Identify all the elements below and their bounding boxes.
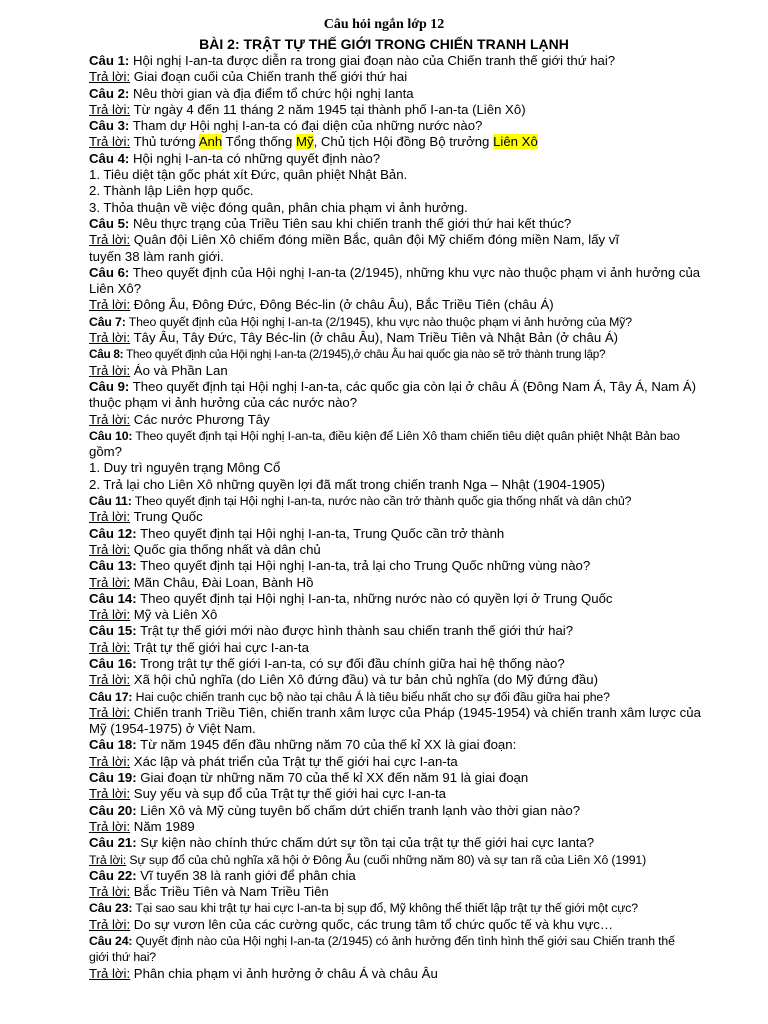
answer-2 [89,102,741,118]
answer-text: Trung Quốc [130,509,203,525]
question-label: Câu 22: [89,867,137,883]
question-label: Câu 15: [89,623,137,639]
question-text: Từ năm 1945 đến đầu những năm 70 của thế kỉ XX là giai đoạn: [136,737,517,753]
question-text: Theo quyết định tại Hội nghị I-an-ta, trả lại cho Trung Quốc những vùng nào? [136,558,591,574]
question-2 [89,86,741,102]
answer-continuation: tuyến 38 làm ranh giới. [89,248,224,264]
lesson-heading: BÀI 2: TRẬT TỰ THẾ GIỚI TRONG CHIẾN TRANH LẠNH [199,36,569,52]
answer-text: Bắc Triều Tiên và Nam Triều Tiên [130,884,329,900]
question-text: Tại sao sau khi trật tự hai cực I-an-ta bị sụp đổ, Mỹ không thể thiết lập trật tự thế giới một cực? [132,901,638,916]
question-23 [89,900,741,916]
question-11 [89,493,741,509]
answer-3 [89,134,741,150]
answer-text: Đông Âu, Đông Đức, Đông Béc-lin (ở châu Âu), Bắc Triều Tiên (châu Á) [130,297,554,313]
question-text: Trong trật tự thế giới I-an-ta, có sự đối đầu chính giữa hai hệ thống nào? [136,655,565,671]
answer-22 [89,884,741,900]
question-12 [89,526,741,542]
question-text: Nêu thời gian và địa điểm tổ chức hội nghị Ianta [129,85,414,101]
document-title: Câu hỏi ngắn lớp 12 [323,17,445,32]
question-continuation: thuộc phạm vi ảnh hưởng của các nước nào? [89,395,358,411]
answer-label: Trả lời: [89,541,131,557]
answer-label: Trả lời: [89,672,131,688]
answer-23 [89,917,741,933]
question-label: Câu 10: [89,428,133,443]
answer-16 [89,672,741,688]
answer-label: Trả lời: [89,574,131,590]
answer-text: Do sự vươn lên của các cường quốc, các trung tâm tổ chức quốc tế và khu vực… [130,916,614,932]
answer-text: Quân đội Liên Xô chiếm đóng miền Bắc, quân đội Mỹ chiếm đóng miền Nam, lấy vĩ [130,232,620,248]
answer-11 [89,509,741,525]
answer-7 [89,330,741,346]
answer-label: Trả lời: [89,704,131,720]
question-text: Theo quyết định của Hội nghị I-an-ta (2/1945), những khu vực nào thuộc phạm vi ảnh hưởng của [129,264,701,280]
answer-label: Trả lời: [89,916,131,932]
answer-text: Chiến tranh Triều Tiên, chiến tranh xâm lược của Pháp (1945-1954) và chiến tranh xâm lược của [130,704,701,720]
answer-label: Trả lời: [89,330,131,346]
question-5 [89,216,741,232]
question-text: Theo quyết định của Hội nghị I-an-ta (2/1945),ở châu Âu hai quốc gia nào sẽ trở thành trung lập? [123,347,606,362]
question-label: Câu 2: [89,85,130,101]
question-label: Câu 14: [89,590,137,606]
question-text: Theo quyết định của Hội nghị I-an-ta (2/1945), khu vực nào thuộc phạm vi ảnh hưởng của Mỹ? [125,314,632,329]
answer-label: Trả lời: [89,297,131,313]
answer-12 [89,542,741,558]
answer-text: Các nước Phương Tây [130,411,270,427]
question-text: Theo quyết định tại Hội nghị I-an-ta, những nước nào có quyền lợi ở Trung Quốc [136,590,613,606]
question-text: Giai đoạn từ những năm 70 của thế kỉ XX đến năm 91 là giai đoạn [136,770,529,786]
answer-text: Sự sụp đổ của chủ nghĩa xã hội ở Đông Âu (cuối những năm 80) và sự tan rã của Liên Xô (1991) [126,852,647,867]
answer-label: Trả lời: [89,786,131,802]
answer-text: Trật tự thế giới hai cực I-an-ta [130,639,309,655]
question-label: Câu 3: [89,118,130,134]
highlighted-country: Mỹ [295,134,314,150]
list-item: 3. Thỏa thuận về việc đóng quân, phân chia phạm vi ảnh hưởng. [89,199,468,215]
answer-label: Trả lời: [89,101,131,117]
answer-text: Suy yếu và sụp đổ của Trật tự thế giới hai cực I-an-ta [130,786,446,802]
answer-text: Từ ngày 4 đến 11 tháng 2 năm 1945 tại thành phố I-an-ta (Liên Xô) [130,101,526,117]
answer-8 [89,363,741,379]
list-item: 2. Thành lập Liên hợp quốc. [89,183,254,199]
answer-label: Trả lời: [89,509,131,525]
list-item: 1. Tiêu diệt tận gốc phát xít Đức, quân phiệt Nhật Bản. [89,167,408,183]
question-text: Liên Xô và Mỹ cùng tuyên bố chấm dứt chiến tranh lạnh vào thời gian nào? [136,802,581,818]
question-7 [89,314,741,330]
answer-15 [89,640,741,656]
answer-label: Trả lời: [89,818,131,834]
answer-text: Tây Âu, Tây Đức, Tây Béc-lin (ở châu Âu), Nam Triều Tiên và Nhật Bản (ở châu Á) [130,330,619,346]
answer-label: Trả lời: [89,232,131,248]
question-10 [89,428,741,444]
question-text: Hội nghị I-an-ta được diễn ra trong giai đoạn nào của Chiến tranh thế giới thứ hai? [129,53,616,68]
answer-text: Mỹ và Liên Xô [130,607,218,623]
question-label: Câu 21: [89,835,137,851]
question-label: Câu 20: [89,802,137,818]
question-text: Hội nghị I-an-ta có những quyết định nào? [129,150,381,166]
question-label: Câu 11: [89,494,132,509]
answer-label: Trả lời: [89,753,131,769]
question-text: Theo quyết định tại Hội nghị I-an-ta, các quốc gia còn lại ở châu Á (Đông Nam Á, Tây Á, Nam Á) [129,378,697,394]
question-label: Câu 17: [89,689,133,704]
question-continuation: Liên Xô? [89,281,142,297]
question-21 [89,835,741,851]
answer-label: Trả lời: [89,69,131,85]
answer-5 [89,232,741,248]
answer-18 [89,754,741,770]
answer-20 [89,819,741,835]
question-8 [89,346,741,362]
answer-text: Thủ tướng [130,134,199,150]
answer-label: Trả lời: [89,852,127,867]
question-text: Theo quyết định tại Hội nghị I-an-ta, điều kiện để Liên Xô tham chiến tiêu diệt quân phiệt Nhật Bản bao [132,428,680,443]
question-label: Câu 18: [89,737,137,753]
question-22 [89,868,741,884]
answer-6 [89,297,741,313]
question-label: Câu 13: [89,558,137,574]
answer-text: Xác lập và phát triển của Trật tự thế giới hai cực I-an-ta [130,753,458,769]
answer-label: Trả lời: [89,411,131,427]
question-18 [89,737,741,753]
question-text: Nêu thực trạng của Triều Tiên sau khi chiến tranh thế giới thứ hai kết thúc? [129,215,572,231]
list-item: 1. Duy trì nguyên trạng Mông Cổ [89,460,281,476]
question-text: Vĩ tuyến 38 là ranh giới để phân chia [136,867,356,883]
question-9 [89,379,741,395]
question-text: Theo quyết định tại Hội nghị I-an-ta, nước nào cần trở thành quốc gia thống nhất và dân chủ? [131,494,632,509]
question-continuation: gồm? [89,444,122,460]
question-4 [89,151,741,167]
question-24 [89,933,741,949]
question-label: Câu 6: [89,264,130,280]
answer-19 [89,786,741,802]
question-label: Câu 4: [89,150,130,166]
answer-text: Quốc gia thống nhất và dân chủ [130,541,321,557]
question-text: Quyết định nào của Hội nghị I-an-ta (2/1945) có ảnh hưởng đến tình hình thế giới sau Chiến tranh thế [132,934,675,949]
answer-continuation: Mỹ (1954-1975) ở Việt Nam. [89,721,256,737]
question-label: Câu 19: [89,770,137,786]
question-20 [89,803,741,819]
answer-text: Tổng thống [222,134,296,150]
question-16 [89,656,741,672]
question-label: Câu 23: [89,901,133,916]
question-1 [89,53,741,69]
question-label: Câu 7: [89,314,126,329]
question-text: Trật tự thế giới mới nào được hình thành sau chiến tranh thế giới thứ hai? [136,623,574,639]
answer-13 [89,575,741,591]
list-item: 2. Trả lại cho Liên Xô những quyền lợi đã mất trong chiến tranh Nga – Nhật (1904-1905) [89,476,605,492]
question-15 [89,623,741,639]
answer-label: Trả lời: [89,884,131,900]
question-label: Câu 16: [89,655,137,671]
highlighted-country: Anh [198,134,223,150]
answer-9 [89,412,741,428]
question-text: Sự kiện nào chính thức chấm dứt sự tồn tại của trật tự thế giới hai cực Ianta? [136,835,595,851]
answer-text: , Chủ tịch Hội đồng Bộ trưởng [313,134,494,150]
question-13 [89,558,741,574]
question-label: Câu 5: [89,215,130,231]
answer-1 [89,69,741,85]
question-label: Câu 8: [89,347,124,362]
answer-text: Mãn Châu, Đài Loan, Bành Hồ [130,574,314,590]
question-label: Câu 9: [89,378,130,394]
answer-21 [89,852,741,868]
answer-text: Áo và Phần Lan [130,362,228,378]
answer-label: Trả lời: [89,362,131,378]
question-continuation: giới thứ hai? [89,950,156,965]
answer-label: Trả lời: [89,134,131,150]
question-label: Câu 1: [89,53,130,68]
question-text: Tham dự Hội nghị I-an-ta có đại diện của những nước nào? [129,118,483,134]
answer-24 [89,966,741,982]
answer-text: Xã hội chủ nghĩa (do Liên Xô đứng đầu) và tư bản chủ nghĩa (do Mỹ đứng đầu) [130,672,598,688]
question-14 [89,591,741,607]
answer-label: Trả lời: [89,965,131,981]
question-text: Theo quyết định tại Hội nghị I-an-ta, Trung Quốc cần trở thành [136,525,505,541]
question-label: Câu 24: [89,934,133,949]
question-17 [89,689,741,705]
answer-17 [89,705,741,721]
highlighted-country: Liên Xô [493,134,538,150]
answer-label: Trả lời: [89,607,131,623]
qa-list [89,53,741,982]
question-label: Câu 12: [89,525,137,541]
answer-text: Phân chia phạm vi ảnh hưởng ở châu Á và châu Âu [130,965,438,981]
question-3 [89,118,741,134]
answer-text: Giai đoạn cuối của Chiến tranh thế giới thứ hai [130,69,408,85]
question-6 [89,265,741,281]
answer-text: Năm 1989 [130,818,195,834]
question-text: Hai cuộc chiến tranh cục bộ nào tại châu Á là tiêu biểu nhất cho sự đối đầu giữa hai phe? [132,689,610,704]
question-19 [89,770,741,786]
answer-label: Trả lời: [89,639,131,655]
answer-14 [89,607,741,623]
